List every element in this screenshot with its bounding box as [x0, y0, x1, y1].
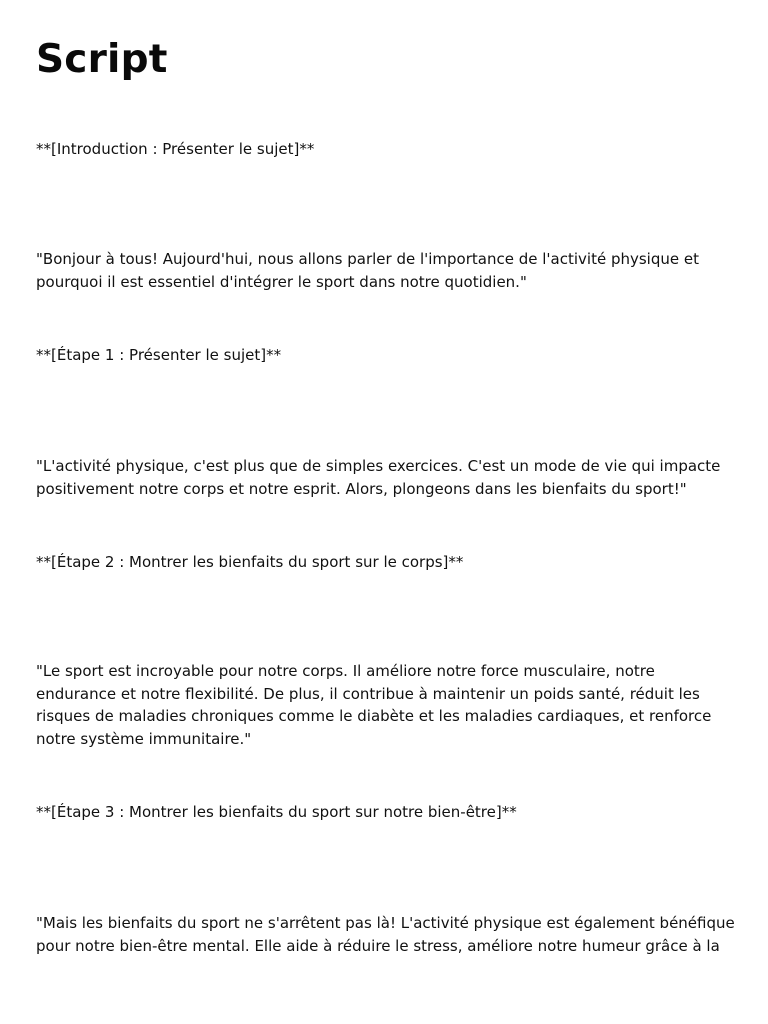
- script-paragraph: "Le sport est incroyable pour notre corps. Il améliore notre force musculaire, notre endurance et notre flexibilité. De plus, il contribue à maintenir un poids santé, réduit les risques de maladies chroniques comme le diabète et les maladies cardiaques, et renforce notre système immunitaire.": [36, 662, 712, 748]
- section-marker-step-2: **[Étape 2 : Montrer les bienfaits du sport sur le corps]**: [36, 553, 464, 571]
- section-marker-step-3: **[Étape 3 : Montrer les bienfaits du sport sur notre bien-être]**: [36, 803, 517, 821]
- script-paragraph: "Mais les bienfaits du sport ne s'arrêtent pas là! L'activité physique est également bénéfique pour notre bien-être mental. Elle aide à réduire le stress, améliore notre humeur grâce à la: [36, 914, 735, 955]
- document-title: Script: [36, 37, 168, 82]
- script-paragraph: "Bonjour à tous! Aujourd'hui, nous allons parler de l'importance de l'activité physique et pourquoi il est essentiel d'intégrer le sport dans notre quotidien.": [36, 250, 699, 291]
- section-marker-step-1: **[Étape 1 : Présenter le sujet]**: [36, 346, 282, 364]
- script-paragraph: "L'activité physique, c'est plus que de simples exercices. C'est un mode de vie qui impacte positivement notre corps et notre esprit. Alors, plongeons dans les bienfaits du sport!": [36, 457, 721, 498]
- section-marker-introduction: **[Introduction : Présenter le sujet]**: [36, 140, 315, 158]
